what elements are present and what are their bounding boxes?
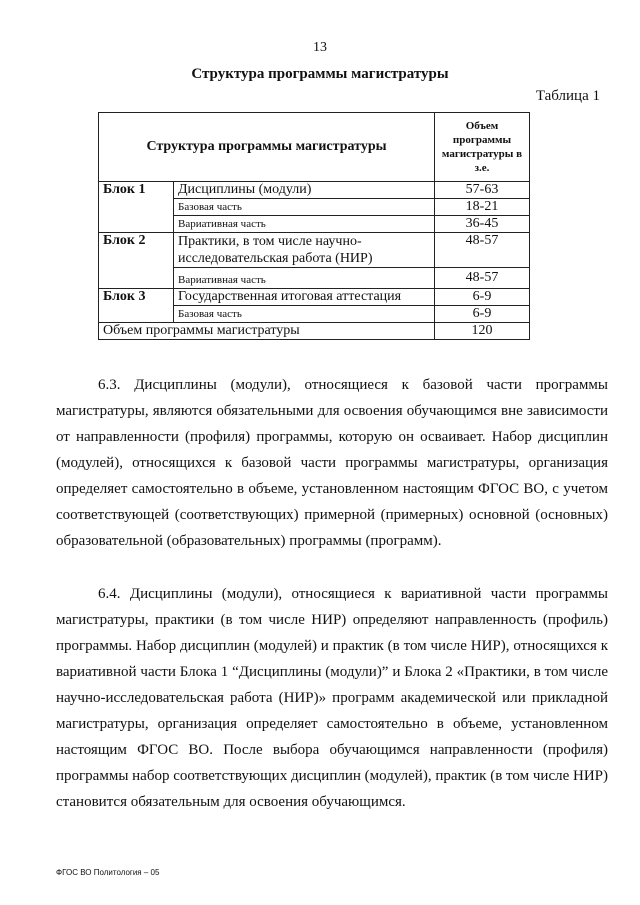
block-cell: Блок 1 [99, 182, 174, 233]
block-cell: Блок 3 [99, 289, 174, 323]
table-header-row [99, 113, 530, 182]
row-name: Вариативная часть [174, 268, 435, 289]
header-structure: Структура программы магистратуры [99, 113, 435, 182]
footer: ФГОС ВО Политология – 05 [56, 868, 160, 877]
page-title: Структура программы магистратуры [191, 66, 449, 82]
paragraph-6-3 [56, 372, 608, 554]
row-name: Вариативная часть [174, 216, 435, 233]
row-volume: 6-9 [435, 289, 530, 306]
row-name: Дисциплины (модули) [174, 182, 435, 199]
table-total-row [99, 323, 530, 340]
header-volume: Объем программы магистратуры в з.е. [435, 113, 530, 182]
table-row [99, 182, 530, 199]
paragraph-6-4 [56, 581, 608, 815]
paragraph-6-4-text: 6.4. Дисциплины (модули), относящиеся к вариативной части программы магистратуры, практики (в том числе НИР) определяют направленность (профиль) программы. Набор дисциплин (модулей) и практик (в том числе НИР), относящихся к вариативной части Блока 1 “Дисциплины (модули)” и Блока 2 «Практики, в том числе научно-исследовательская работа (НИР)» программ академической или прикладной магистратуры, организация определяет самостоятельно в объеме, установленном настоящим ФГОС ВО. После выбора обучающимся направленности (профиля) программы набор соответствующих дисциплин (модулей), практик (в том числе НИР) становится обязательным для освоения обучающимся. [56, 586, 608, 810]
table-label: Таблица 1 [535, 88, 600, 104]
table-row [99, 289, 530, 306]
table-row [99, 233, 530, 268]
paragraph-6-3-text: 6.3. Дисциплины (модули), относящиеся к базовой части программы магистратуры, являются обязательными для освоения обучающимся вне зависимости от направленности (профиля) программы, которую он осваивает. Набор дисциплин (модулей), относящихся к базовой части программы магистратуры, организация определяет самостоятельно в объеме, установленном настоящим ФГОС ВО, с учетом соответствующей (соответствующих) примерной (примерных) основной (основных) образовательной (образовательных) программы (программ). [56, 377, 608, 549]
row-name: Государственная итоговая аттестация [174, 289, 435, 306]
row-name: Практики, в том числе научно-исследовательская работа (НИР) [174, 233, 435, 268]
row-volume: 6-9 [435, 306, 530, 323]
row-name: Базовая часть [174, 199, 435, 216]
row-volume: 36-45 [435, 216, 530, 233]
total-value: 120 [435, 323, 530, 340]
row-volume: 48-57 [435, 233, 530, 268]
row-name: Базовая часть [174, 306, 435, 323]
block-cell: Блок 2 [99, 233, 174, 289]
page-number: 13 [313, 40, 327, 55]
row-volume: 57-63 [435, 182, 530, 199]
total-label: Объем программы магистратуры [99, 323, 435, 340]
program-structure-table [98, 112, 530, 340]
row-volume: 18-21 [435, 199, 530, 216]
row-volume: 48-57 [435, 268, 530, 289]
